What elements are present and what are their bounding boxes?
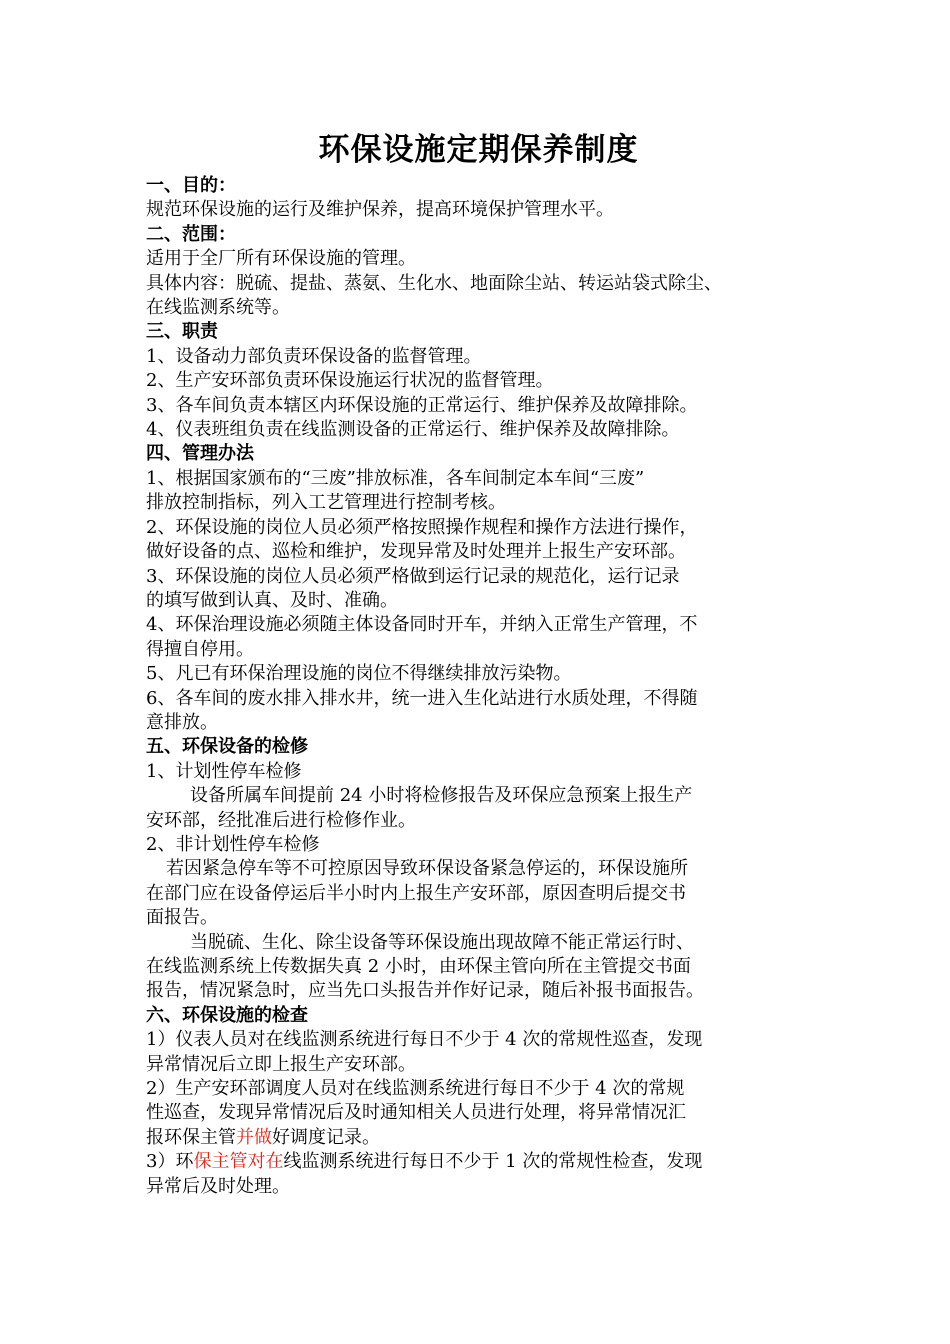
document-title: 环保设施定期保养制度: [318, 132, 639, 168]
inspection-line: 异常情况后立即上报生产安环部。: [146, 1053, 416, 1075]
planned-shutdown-title: 1、计划性停车检修: [146, 760, 302, 782]
highlighted-text: 并做: [236, 1126, 272, 1148]
section-heading-purpose: 一、目的：: [146, 175, 236, 196]
planned-shutdown-line: 设备所属车间提前 24 小时将检修报告及环保应急预案上报生产: [190, 785, 693, 807]
purpose-line: 规范环保设施的运行及维护保养，提高环境保护管理水平。: [146, 199, 614, 221]
inspection-line: 异常后及时处理。: [146, 1175, 290, 1197]
duty-line: 4、仪表班组负责在线监测设备的正常运行、维护保养及故障排除。: [146, 419, 680, 441]
management-line: 排放控制指标，列入工艺管理进行控制考核。: [146, 492, 506, 514]
planned-shutdown-line: 安环部，经批准后进行检修作业。: [146, 809, 416, 831]
unplanned-shutdown-line: 若因紧急停车等不可控原因导致环保设备紧急停运的，环保设施所: [166, 858, 688, 880]
inspection-text: 好调度记录。: [272, 1126, 380, 1148]
duty-line: 2、生产安环部负责环保设施运行状况的监督管理。: [146, 370, 554, 392]
management-line: 得擅自停用。: [146, 638, 254, 660]
inspection-line: [146, 1150, 811, 1174]
management-line: 1、根据国家颁布的“三废”排放标准，各车间制定本车间“三废”: [146, 467, 645, 489]
scope-line: 具体内容：脱硫、提盐、蒸氨、生化水、地面除尘站、转运站袋式除尘、: [146, 272, 722, 294]
management-line: 3、环保设施的岗位人员必须严格做到运行记录的规范化，运行记录: [146, 565, 680, 587]
fault-report-line: 当脱硫、生化、除尘设备等环保设施出现故障不能正常运行时、: [190, 931, 694, 953]
section-heading-management: 四、管理办法: [146, 443, 254, 465]
section-heading-duties: 三、职责: [146, 321, 218, 343]
inspection-line: 1）仪表人员对在线监测系统进行每日不少于 4 次的常规性巡查，发现: [146, 1029, 703, 1051]
fault-report-line: 报告，情况紧急时，应当先口头报告并作好记录，随后补报书面报告。: [146, 980, 704, 1002]
inspection-text: 3）环: [146, 1151, 194, 1173]
management-line: 意排放。: [146, 711, 218, 733]
scope-line: 在线监测系统等。: [146, 297, 290, 319]
management-line: 6、各车间的废水排入排水井，统一进入生化站进行水质处理，不得随: [146, 687, 698, 709]
unplanned-shutdown-title: 2、非计划性停车检修: [146, 833, 320, 855]
inspection-text: 线监测系统进行每日不少于 1 次的常规性检查，发现: [283, 1151, 703, 1173]
management-line: 2、环保设施的岗位人员必须严格按照操作规程和操作方法进行操作，: [146, 516, 698, 538]
duty-line: 3、各车间负责本辖区内环保设施的正常运行、维护保养及故障排除。: [146, 394, 698, 416]
management-line: 做好设备的点、巡检和维护，发现异常及时处理并上报生产安环部。: [146, 541, 686, 563]
inspection-line: 性巡查，发现异常情况后及时通知相关人员进行处理，将异常情况汇: [146, 1102, 686, 1124]
section-heading-maintenance: 五、环保设备的检修: [146, 736, 308, 758]
inspection-line: 2）生产安环部调度人员对在线监测系统进行每日不少于 4 次的常规: [146, 1078, 685, 1100]
management-line: 的填写做到认真、及时、准确。: [146, 589, 398, 611]
fault-report-line: 在线监测系统上传数据失真 2 小时，由环保主管向所在主管提交书面: [146, 956, 691, 977]
document-page: [146, 128, 811, 1199]
section-heading-scope: 二、范围：: [146, 223, 236, 245]
duty-line: 1、设备动力部负责环保设备的监督管理。: [146, 345, 482, 367]
unplanned-shutdown-line: 在部门应在设备停运后半小时内上报生产安环部，原因查明后提交书: [146, 882, 686, 904]
management-line: 4、环保治理设施必须随主体设备同时开车，并纳入正常生产管理，不: [146, 614, 698, 636]
inspection-line: [146, 1126, 811, 1150]
management-line: 5、凡已有环保治理设施的岗位不得继续排放污染物。: [146, 663, 572, 685]
highlighted-text: 保主管对在: [193, 1151, 284, 1173]
unplanned-shutdown-line: 面报告。: [146, 907, 218, 929]
section-heading-inspection: 六、环保设施的检查: [146, 1004, 308, 1026]
inspection-text: 报环保主管: [146, 1126, 236, 1148]
scope-line: 适用于全厂所有环保设施的管理。: [146, 248, 416, 270]
